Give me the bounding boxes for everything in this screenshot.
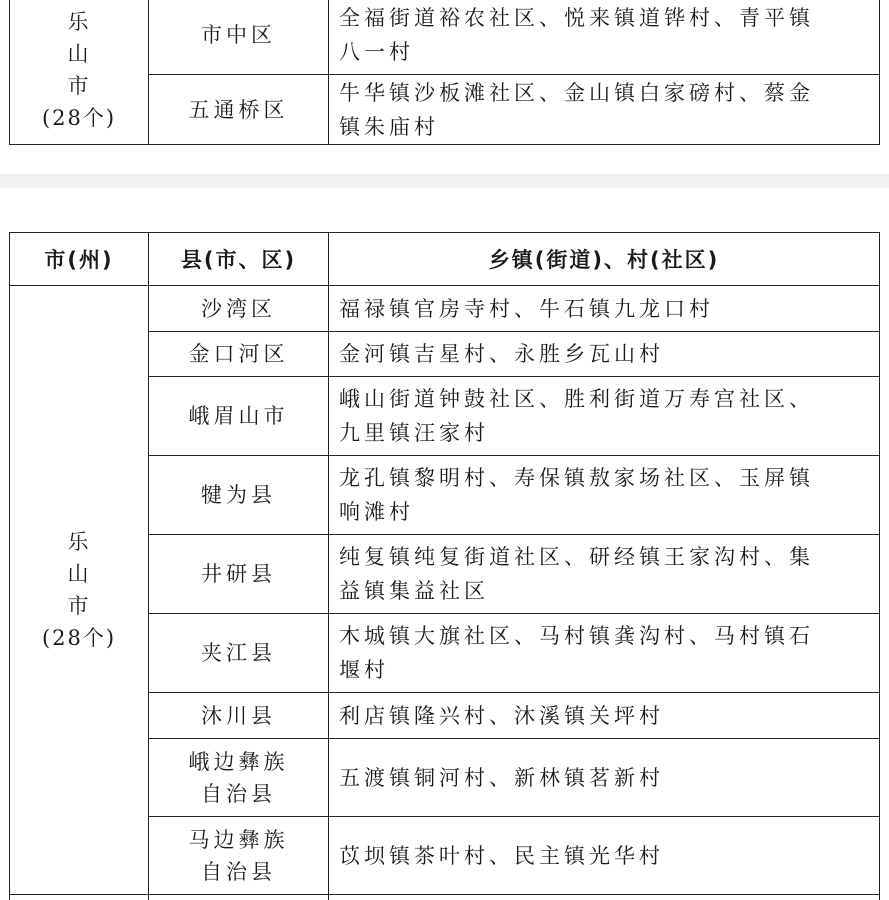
villages-line: 八一村 [339, 39, 414, 64]
city-cell [10, 0, 149, 145]
county-cell: 井研县 [149, 535, 329, 614]
villages-line: 峨山街道钟鼓社区、胜利街道万寿宫社区、 [339, 387, 814, 411]
empty-cell [329, 895, 880, 900]
city-line: 市 [67, 73, 91, 98]
county-line: 自治县 [201, 781, 276, 806]
villages-cell: 金河镇吉星村、永胜乡瓦山村 [329, 332, 880, 377]
county-line: 马边彝族 [188, 827, 289, 852]
villages-line: 木城镇大旗社区、马村镇龚沟村、马村镇石 [339, 624, 814, 648]
county-cell: 峨眉山市 [149, 377, 329, 456]
city-line: 山 [67, 562, 91, 586]
villages-cell: 利店镇隆兴村、沐溪镇关坪村 [329, 693, 880, 739]
county-cell: 市中区 [149, 0, 329, 75]
villages-line: 镇朱庙村 [339, 114, 439, 139]
villages-cell: 五渡镇铜河村、新林镇茗新村 [329, 739, 880, 817]
villages-cell: 福禄镇官房寺村、牛石镇九龙口村 [329, 286, 880, 332]
county-cell: 沙湾区 [149, 286, 329, 332]
separator-band [0, 174, 889, 188]
city-count: (28个) [41, 626, 117, 650]
villages-line: 堰村 [339, 658, 389, 682]
city-line: 市 [67, 594, 91, 618]
villages-cell: 苡坝镇茶叶村、民主镇光华村 [329, 817, 880, 895]
county-cell [149, 739, 329, 817]
villages-line: 响滩村 [339, 500, 414, 524]
header-county: 县(市、区) [149, 233, 329, 286]
city-cell [10, 286, 149, 895]
header-villages: 乡镇(街道)、村(社区) [329, 233, 880, 286]
county-line: 自治县 [201, 859, 276, 884]
county-cell: 夹江县 [149, 614, 329, 693]
city-line: 乐 [67, 9, 91, 34]
bottom-table [9, 232, 880, 900]
county-cell: 犍为县 [149, 456, 329, 535]
empty-cell [149, 895, 329, 900]
villages-line: 纯复镇纯复街道社区、研经镇王家沟村、集 [339, 545, 814, 569]
villages-cell [329, 0, 880, 75]
villages-line: 九里镇汪家村 [339, 421, 489, 445]
villages-line: 全福街道裕农社区、悦来镇道铧村、青平镇 [339, 5, 814, 30]
county-cell: 金口河区 [149, 332, 329, 377]
bottom-document-fragment [0, 232, 889, 900]
villages-cell [329, 75, 880, 145]
top-document-fragment [0, 0, 889, 146]
villages-line: 龙孔镇黎明村、寿保镇敖家场社区、玉屏镇 [339, 466, 814, 490]
county-cell [149, 817, 329, 895]
separator [0, 146, 889, 232]
empty-cell [10, 895, 149, 900]
villages-cell [329, 456, 880, 535]
county-cell: 沐川县 [149, 693, 329, 739]
city-line: 乐 [67, 530, 91, 554]
villages-line: 牛华镇沙板滩社区、金山镇白家磅村、蔡金 [339, 80, 814, 105]
county-cell: 五通桥区 [149, 75, 329, 145]
city-count: (28个) [41, 105, 117, 130]
villages-line: 益镇集益社区 [339, 579, 489, 603]
city-line: 山 [67, 41, 91, 66]
villages-cell [329, 535, 880, 614]
header-city: 市(州) [10, 233, 149, 286]
top-table [9, 0, 880, 145]
villages-cell [329, 377, 880, 456]
county-line: 峨边彝族 [188, 749, 289, 774]
villages-cell [329, 614, 880, 693]
